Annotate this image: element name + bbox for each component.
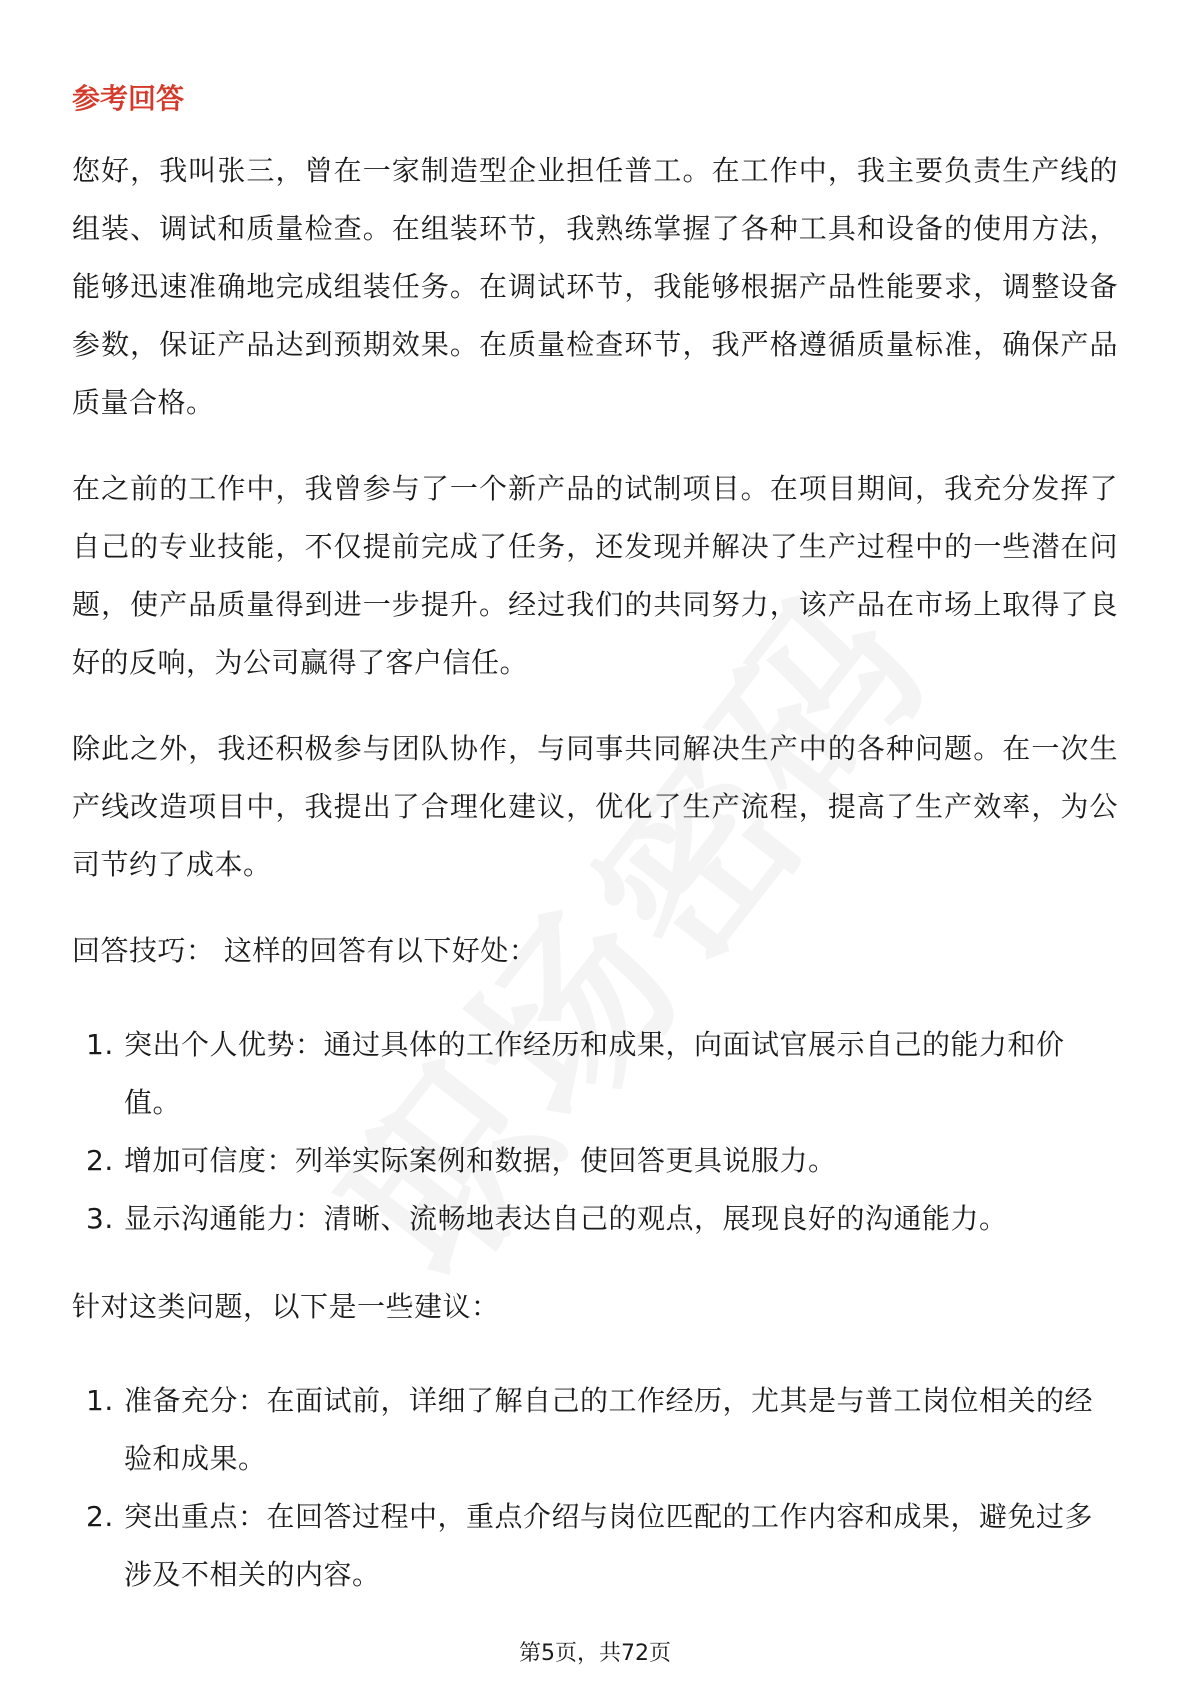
list-text: 准备充分：在面试前，详细了解自己的工作经历，尤其是与普工岗位相关的经验和成果。	[124, 1384, 1094, 1475]
list-number: 1.	[86, 1384, 114, 1417]
document-page	[72, 78, 1118, 1634]
list-text: 突出重点：在回答过程中，重点介绍与岗位匹配的工作内容和成果，避免过多涉及不相关的内容。	[124, 1500, 1094, 1591]
tips-intro: 回答技巧： 这样的回答有以下好处：	[72, 934, 538, 967]
list-text: 突出个人优势：通过具体的工作经历和成果，向面试官展示自己的能力和价值。	[124, 1028, 1065, 1119]
answer-paragraph-2: 在之前的工作中，我曾参与了一个新产品的试制项目。在项目期间，我充分发挥了自己的专业技能，不仅提前完成了任务，还发现并解决了生产过程中的一些潜在问题，使产品质量得到进一步提升。经过我们的共同努力，该产品在市场上取得了良好的反响，为公司赢得了客户信任。	[72, 472, 1118, 679]
list-item	[72, 1190, 1118, 1248]
list-text: 显示沟通能力：清晰、流畅地表达自己的观点，展现良好的沟通能力。	[124, 1202, 1008, 1235]
list-item	[72, 1016, 1118, 1132]
advice-list	[72, 1372, 1118, 1604]
list-number: 2.	[86, 1144, 114, 1177]
answer-paragraph-1: 您好，我叫张三，曾在一家制造型企业担任普工。在工作中，我主要负责生产线的组装、调试和质量检查。在组装环节，我熟练掌握了各种工具和设备的使用方法，能够迅速准确地完成组装任务。在调试环节，我能够根据产品性能要求，调整设备参数，保证产品达到预期效果。在质量检查环节，我严格遵循质量标准，确保产品质量合格。	[72, 154, 1118, 419]
list-number: 2.	[86, 1500, 114, 1533]
tips-list	[72, 1016, 1118, 1248]
list-number: 1.	[86, 1028, 114, 1061]
answer-paragraph-3: 除此之外，我还积极参与团队协作，与同事共同解决生产中的各种问题。在一次生产线改造项目中，我提出了合理化建议，优化了生产流程，提高了生产效率，为公司节约了成本。	[72, 732, 1118, 881]
list-item	[72, 1372, 1118, 1488]
list-number: 3.	[86, 1202, 114, 1235]
list-text: 增加可信度：列举实际案例和数据，使回答更具说服力。	[124, 1144, 837, 1177]
page-footer: 第5页，共72页	[519, 1641, 671, 1666]
list-item	[72, 1132, 1118, 1190]
list-item	[72, 1488, 1118, 1604]
section-heading: 参考回答	[72, 82, 185, 115]
advice-intro: 针对这类问题，以下是一些建议：	[72, 1290, 500, 1323]
